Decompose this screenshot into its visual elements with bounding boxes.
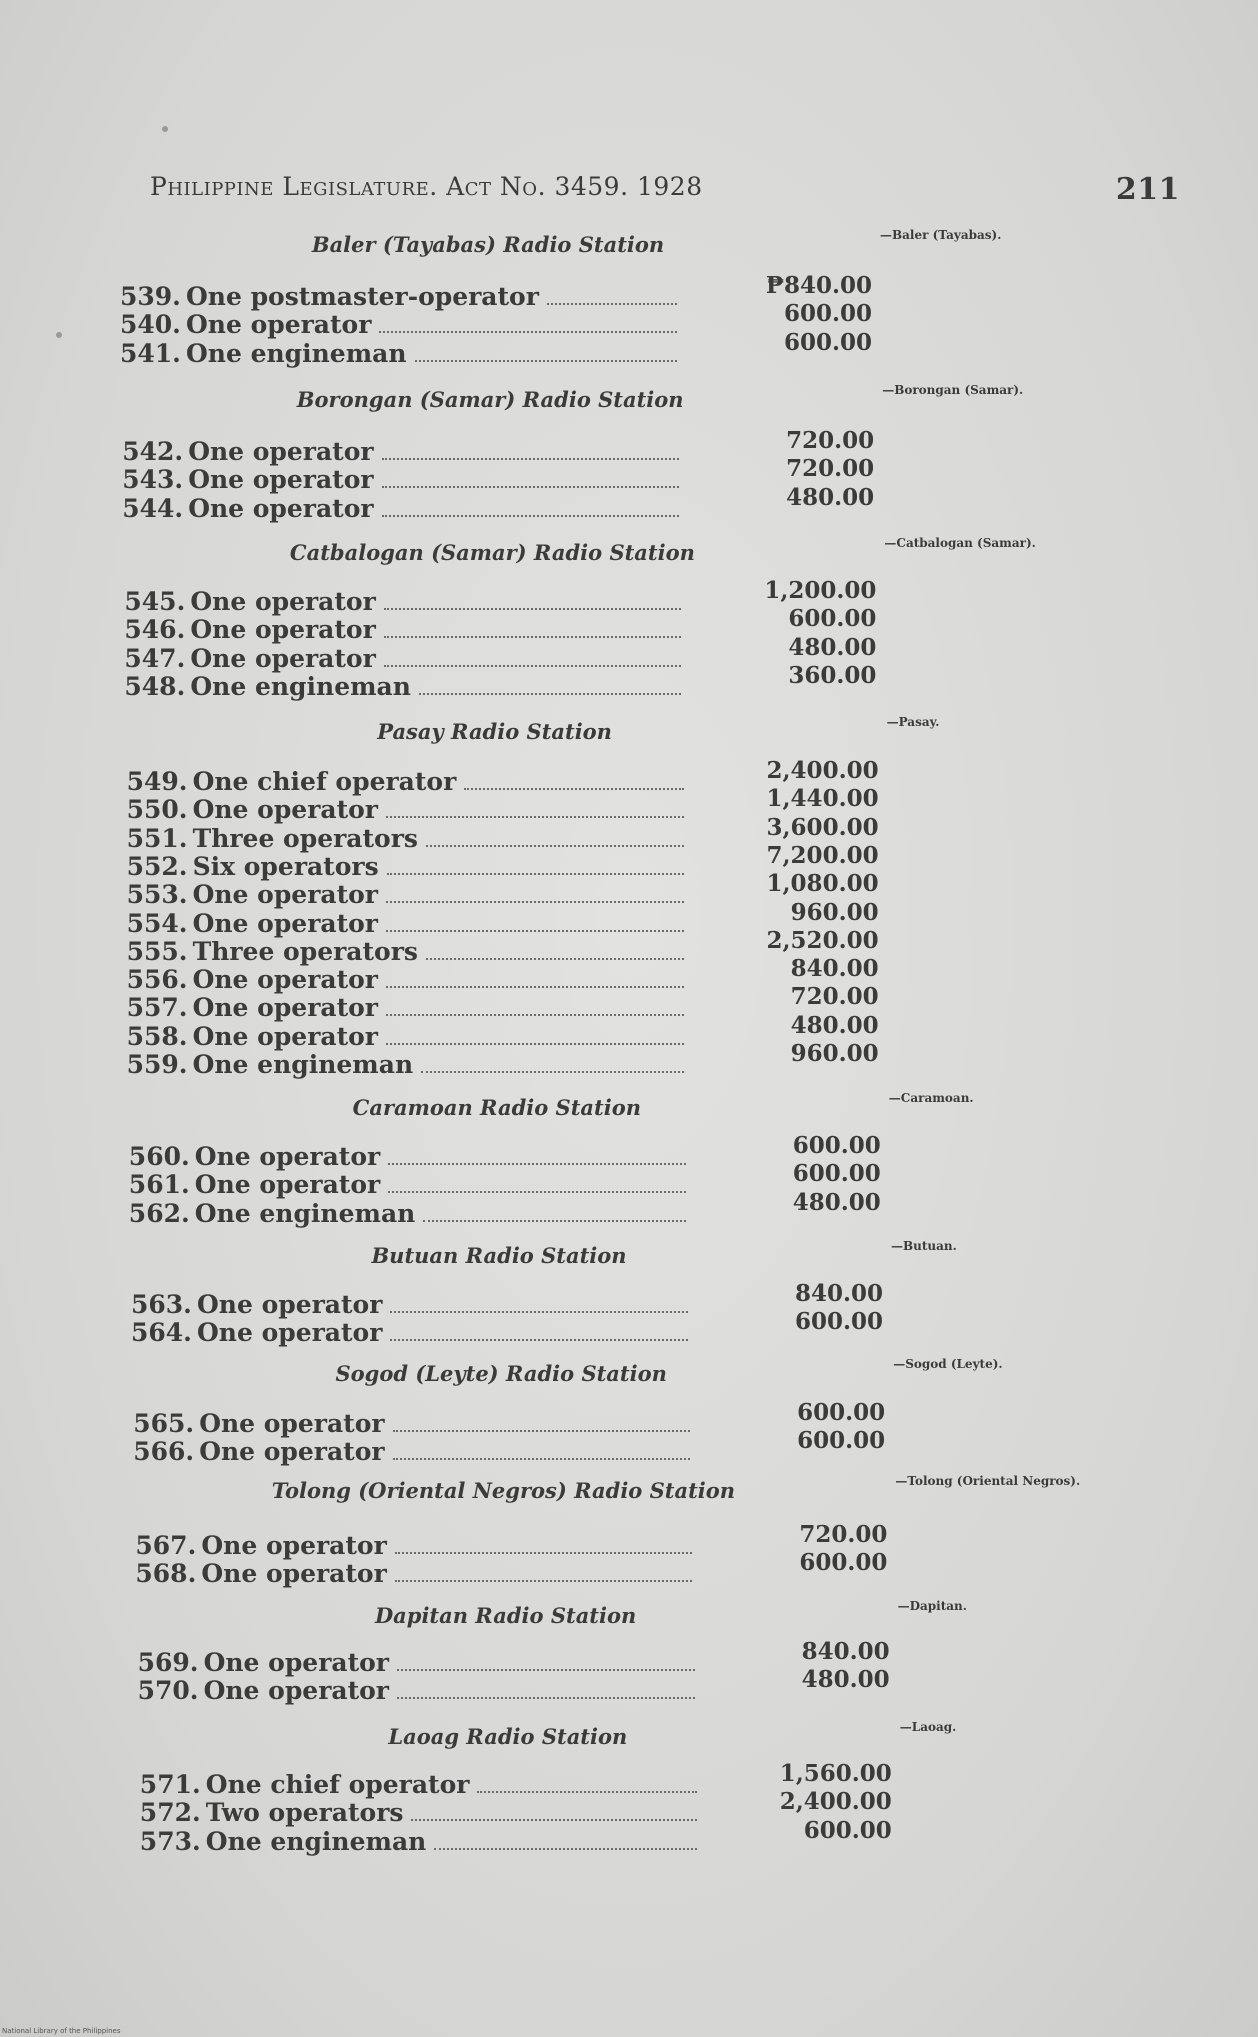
item-number: 569. [137,1648,199,1677]
line-item [127,1022,692,1050]
page-number: 211 [1115,172,1180,207]
item-amount: ₱840.00 [765,272,872,299]
item-description: One postmaster-operator [186,282,539,311]
item-amount: 1,560.00 [779,1760,892,1787]
item-amount: 600.00 [783,300,872,328]
item-amount: 2,520.00 [766,926,879,954]
marginal-note: —Tolong (Oriental Negros). [895,1474,1081,1488]
line-item [120,339,685,367]
item-amount: 2,400.00 [766,757,879,784]
item-description: One operator [186,310,372,340]
item-amount: 480.00 [792,1188,881,1216]
item-number: 573. [139,1826,201,1856]
line-item [127,824,692,852]
item-amount: 1,080.00 [766,870,879,898]
dot-leader [388,1190,686,1193]
dot-leader [393,1457,691,1460]
item-number: 550. [126,795,188,825]
item-number: 554. [126,908,188,938]
line-item [140,1798,705,1826]
item-description: One operator [192,1021,378,1051]
item-number: 548. [124,671,186,701]
dot-leader [411,1818,696,1821]
dot-leader [384,607,682,610]
item-number: 567. [135,1531,197,1560]
line-item [133,1409,698,1437]
line-item [138,1648,703,1676]
marginal-note: —Dapitan. [897,1599,967,1613]
item-number: 566. [133,1437,195,1467]
line-item [140,1770,705,1798]
item-description: Six operators [192,851,379,881]
item-amount: 480.00 [801,1666,890,1694]
item-description: One operator [192,908,378,938]
dot-leader [395,1579,693,1582]
item-amount: 360.00 [788,661,877,689]
item-number: 549. [126,767,188,796]
line-item [135,1531,700,1559]
item-amount: 1,440.00 [766,785,879,813]
item-description: One operator [192,795,378,825]
line-item [127,880,692,908]
dot-leader [382,514,680,517]
line-item [127,909,692,937]
item-number: 545. [124,587,186,616]
item-description: One operator [201,1531,387,1560]
item-description: One chief operator [205,1770,470,1799]
item-description: One operator [188,493,374,523]
item-number: 543. [122,465,184,495]
line-item [124,587,689,615]
line-item [127,1050,692,1078]
item-number: 546. [124,615,186,645]
item-description: One operator [190,615,376,645]
section-title: Baler (Tayabas) Radio Station [311,232,665,257]
section-title: Tolong (Oriental Negros) Radio Station [271,1478,736,1503]
dot-leader [386,929,684,932]
item-amount: 480.00 [790,1011,879,1039]
item-number: 568. [135,1559,197,1589]
item-number: 547. [124,643,186,673]
item-number: 565. [133,1409,195,1438]
line-item [127,852,692,880]
dot-leader [390,1338,688,1341]
item-amount: 600.00 [799,1549,888,1577]
item-description: One operator [192,965,378,995]
line-item [133,1437,698,1465]
dot-leader [423,1219,685,1222]
dot-leader [384,635,682,638]
section-title: Laoag Radio Station [388,1724,628,1749]
item-description: One operator [199,1437,385,1467]
item-number: 557. [126,993,188,1023]
marginal-note: —Laoag. [899,1720,957,1734]
item-amount: 960.00 [790,1040,879,1067]
item-description: One engineman [205,1826,427,1856]
item-description: One operator [192,993,378,1023]
dot-leader [415,359,677,362]
page-header [150,172,1180,212]
section-title: Butuan Radio Station [371,1243,627,1268]
item-number: 539. [120,282,181,311]
dot-leader [464,787,683,790]
dot-leader [390,1310,688,1313]
item-description: One operator [201,1559,387,1589]
item-number: 552. [126,851,188,881]
dot-leader [395,1551,693,1554]
dot-leader [419,692,681,695]
section-title: Dapitan Radio Station [374,1603,637,1628]
line-item [135,1559,700,1587]
item-number: 553. [126,880,188,910]
scan-footer: National Library of the Philippines [2,2027,121,2035]
item-description: One operator [203,1648,389,1677]
item-number: 542. [122,437,184,466]
item-amount: 2,400.00 [779,1788,892,1816]
dot-leader [386,900,684,903]
item-description: One operator [194,1170,381,1200]
item-description: Two operators [205,1798,404,1828]
item-description: One engineman [194,1198,416,1228]
item-description: One operator [197,1318,383,1348]
line-item [120,310,685,338]
dot-leader [426,957,684,960]
marginal-note: —Pasay. [886,715,940,729]
item-number: 541. [120,338,181,368]
item-amount: 7,200.00 [766,841,879,869]
dot-leader [397,1668,695,1671]
marginal-note: —Butuan. [891,1239,957,1253]
line-item [127,993,692,1021]
dot-leader [386,985,684,988]
item-description: One operator [190,643,376,673]
item-amount: 1,200.00 [764,577,877,604]
section-title: Sogod (Leyte) Radio Station [335,1361,667,1386]
running-title: Philippine Legislature. Act No. 3459. 1928 [150,172,703,201]
item-description: One operator [188,465,374,495]
item-description: One operator [197,1290,383,1319]
item-amount: 840.00 [801,1638,890,1665]
dot-leader [388,1162,686,1165]
item-amount: 480.00 [786,483,875,511]
dot-leader [386,815,684,818]
item-description: One operator [188,437,374,466]
item-amount: 600.00 [797,1427,886,1455]
marginal-note: —Baler (Tayabas). [880,228,1002,242]
item-number: 562. [128,1198,190,1228]
item-description: One operator [194,1142,381,1171]
item-number: 544. [122,493,184,523]
item-amount: 600.00 [794,1308,883,1336]
item-description: Three operators [192,936,418,966]
line-item [124,672,689,700]
item-amount: 600.00 [792,1132,881,1159]
line-item [122,437,687,465]
item-amount: 600.00 [792,1160,881,1188]
dot-leader [386,1013,684,1016]
marginal-note: —Caramoan. [888,1091,974,1105]
item-number: 571. [139,1770,201,1799]
line-item [120,282,685,310]
dot-leader [426,844,684,847]
item-amount: 600.00 [783,328,872,356]
item-number: 561. [128,1170,190,1200]
item-description: One engineman [190,671,411,701]
marginal-note: —Sogod (Leyte). [893,1357,1003,1371]
dot-leader [477,1790,696,1793]
line-item [127,795,692,823]
item-number: 570. [137,1676,199,1706]
item-amount: 720.00 [799,1521,888,1548]
line-item [140,1827,705,1855]
item-number: 551. [126,823,188,853]
dot-leader [379,330,677,333]
item-description: One operator [190,587,376,616]
marginal-note: —Catbalogan (Samar). [884,536,1036,550]
dot-leader [382,457,680,460]
item-amount: 480.00 [788,633,877,661]
item-amount: 840.00 [790,955,879,983]
item-description: One engineman [192,1050,414,1079]
line-item [122,494,687,522]
line-item [127,767,692,795]
item-number: 558. [126,1021,188,1051]
item-number: 564. [131,1318,192,1348]
item-amount: 720.00 [786,427,875,454]
dot-leader [384,664,682,667]
item-amount: 840.00 [794,1280,883,1307]
scan-speck [162,126,168,132]
item-amount: 720.00 [786,455,875,483]
line-item [122,465,687,493]
item-amount: 600.00 [803,1816,892,1844]
item-description: One operator [203,1676,389,1706]
dot-leader [382,485,680,488]
line-item [138,1676,703,1704]
item-amount: 960.00 [790,898,879,926]
dot-leader [386,1042,684,1045]
item-number: 559. [126,1050,188,1079]
line-item [127,937,692,965]
line-item [129,1199,694,1227]
item-description: One operator [199,1409,385,1438]
line-item [124,615,689,643]
item-number: 556. [126,965,188,995]
dot-leader [421,1070,683,1073]
marginal-note: —Borongan (Samar). [882,383,1024,397]
line-item [129,1142,694,1170]
section-title: Borongan (Samar) Radio Station [296,387,684,412]
dot-leader [434,1847,696,1850]
dot-leader [393,1429,691,1432]
item-amount: 600.00 [788,605,877,633]
line-item [131,1318,696,1346]
item-number: 560. [128,1142,190,1171]
line-item [129,1170,694,1198]
line-item [131,1290,696,1318]
item-description: One chief operator [192,767,457,796]
line-item [127,965,692,993]
item-description: Three operators [192,823,418,853]
dot-leader [547,302,677,305]
section-title: Catbalogan (Samar) Radio Station [289,540,695,565]
line-item [124,644,689,672]
scan-speck [56,332,62,338]
item-amount: 720.00 [790,983,879,1011]
item-number: 572. [139,1798,201,1828]
section-title: Caramoan Radio Station [352,1095,641,1120]
item-number: 555. [126,936,188,966]
item-number: 563. [131,1290,192,1319]
item-amount: 3,600.00 [766,813,879,841]
dot-leader [387,872,684,875]
item-description: One operator [192,880,378,910]
item-amount: 600.00 [797,1399,886,1426]
dot-leader [397,1696,695,1699]
section-title: Pasay Radio Station [377,719,612,744]
item-number: 540. [120,310,181,340]
item-description: One engineman [186,338,407,368]
